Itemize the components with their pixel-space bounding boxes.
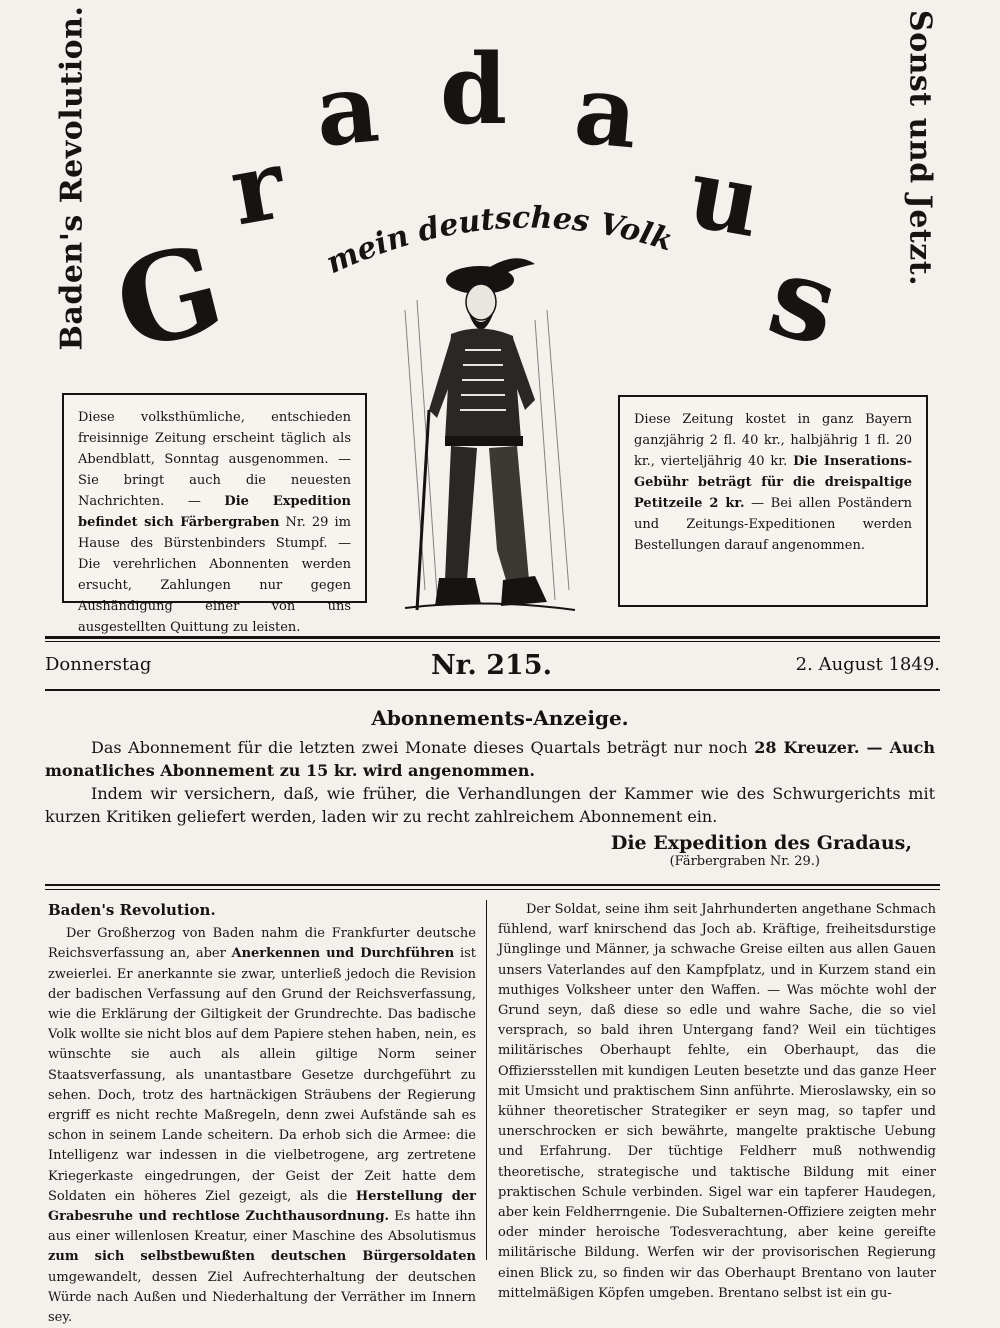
notice-body	[45, 736, 935, 828]
article-column-left	[48, 900, 476, 1328]
notice-address: (Färbergraben Nr. 29.)	[669, 854, 820, 869]
title-letter-7: s	[757, 229, 851, 372]
dateline	[45, 650, 940, 684]
masthead-right-title: Sonst und Jetzt.	[902, 9, 938, 287]
title-letter-6: u	[680, 135, 770, 260]
box-left-paragraph	[78, 407, 351, 638]
article-left-paragraph	[48, 924, 476, 1328]
engraved-figure-illustration	[385, 250, 590, 630]
article-heading: Baden's Revolution.	[48, 901, 216, 919]
pricing-info-box-right	[618, 395, 928, 607]
left-text-c: ist zweierlei. Er anerkannte sie zwar, unterließ jedoch die Revision der badischen Verfassung auf den Grund der Reichsverfassung, wie die Erklärung der Giltigkeit der Grundrechte. Das badische Volk wollte sie nicht blos auf dem Papiere stehen haben, nein, es wünschte sie auch als allein giltige Norm seiner Staatsverfassung, als unantastbare Gesetze durchgeführt zu sehen. Doch, trotz des hartnäckigen Sträubens der Regierung ergriff es nicht rechte Maßregeln, denn zwei Aufstände sah es schon in seinem Lande scheitern. Da erhob sich die Armee: die Intelligenz war indessen in die vielbetrogene, arg zertretene Kriegerkaste eingedrungen, der Geist der Zeit hatte dem Soldaten ein höheres Ziel gezeigt, als die	[48, 946, 476, 1204]
box-left-text-2: Nr. 29 im Hause des Bürstenbinders Stumpf. — Die verehrlichen Abonnenten werden ersucht, Zahlungen nur gegen Aushändigung einer von uns ausgestellten Quittung zu leisten.	[78, 515, 352, 635]
box-left-text: Diese volksthümliche, entschieden freisinnige Zeitung erscheint täglich als Abendblatt, Sonntag ausgenommen. — Sie bringt auch die neuesten Nachrichten. —	[78, 410, 351, 509]
rule-above-columns-thin	[45, 889, 940, 890]
motto-text: mein deutsches Volk!!	[315, 185, 677, 282]
box-left-bold: Die Expedition befindet sich Färbergraben	[78, 494, 352, 530]
left-bold-f: zum sich selbstbewußten deutschen Bürgersoldaten	[48, 1249, 476, 1265]
dateline-day: Donnerstag	[45, 654, 152, 675]
column-divider	[486, 900, 487, 1260]
notice-p1-text: Das Abonnement für die letzten zwei Monate dieses Quartals beträgt nur noch	[91, 738, 755, 757]
masthead-left-title: Baden's Revolution.	[54, 5, 90, 351]
dateline-date: 2. August 1849.	[795, 654, 940, 675]
title-letter-1: G	[102, 216, 236, 379]
title-letter-4: d	[440, 33, 508, 146]
left-text-a: Der Großherzog von Baden nahm die Frankfurter deutsche Reichsverfassung an, aber	[48, 926, 476, 962]
title-letter-5: a	[570, 52, 643, 171]
box-right-text: Diese Zeitung kostet in ganz Bayern ganzjährig 2 fl. 40 kr., halbjährig 1 fl. 20 kr., vierteljährig 40 kr.	[634, 412, 912, 469]
article-right-paragraph: Der Soldat, seine ihm seit Jahrhunderten angethane Schmach fühlend, warf knirschend das Joch ab. Kräftige, freiheitsdurstige Jünglinge und Männer, ja schwache Greise eilten aus allen Gauen unsers Vaterlandes auf den Kampfplatz, und in Kurzem stand ein muthiges Volksheer unter den Waffen. — Was möchte wohl der Grund seyn, daß diese so edle und wahre Sache, die so viel versprach, so bald ihren Untergang fand? Weil ein tüchtiges militärisches Oberhaupt fehlte, ein Oberhaupt, das die Offiziersstellen mit kundigen Leuten besetzte und das ganze Heer mit Umsicht und praktischem Sinn anführte. Mieroslawsky, ein so kühner theoretischer Strategiker er seyn mag, so tapfer und unerschrocken er sich bewährte, mangelte praktische Uebung und Erfahrung. Der tüchtige Feldherr muß nothwendig theoretische, strategische und taktische Bildung mit einer praktischen Schule verbinden. Sigel war ein tapferer Haudegen, aber kein Feldherrngenie. Die Subalternen-Offiziere zeigten mehr oder minder heroische Todesverachtung, aber keine gereifte militärische Bildung. Werfen wir der provisorischen Regierung einen Blick zu, so finden wir das Oberhaupt Brentano von lauter mittelmäßigen Köpfen umgeben. Brentano selbst ist ein gu-	[498, 902, 936, 1301]
rule-top-thin	[45, 641, 940, 642]
title-letter-2: r	[222, 127, 292, 248]
notice-title: Abonnements-Anzeige.	[371, 706, 629, 730]
box-right-text-2: — Bei allen Poständern und Zeitungs-Expeditionen werden Bestellungen darauf angenommen.	[634, 496, 912, 553]
rule-above-columns	[45, 884, 940, 886]
notice-p1-bold: 28 Kreuzer. — Auch monatliches Abonnement zu 15 kr. wird angenommen.	[45, 738, 935, 780]
notice-paragraph-1	[45, 736, 935, 782]
left-text-g: umgewandelt, dessen Ziel Aufrechterhaltung der deutschen Würde nach Außen und Niederhaltung der Verräther im Innern sey.	[48, 1269, 476, 1326]
bleed-through-right	[620, 36, 910, 736]
notice-signature: Die Expedition des Gradaus,	[610, 832, 912, 854]
article-column-right	[498, 900, 936, 1304]
box-right-paragraph	[634, 409, 912, 556]
left-bold-b: Anerkennen und Durchführen	[231, 946, 455, 962]
issue-number: Nr. 215.	[431, 650, 552, 681]
subscription-info-box-left	[62, 393, 367, 635]
title-letter-3: a	[311, 50, 383, 169]
rule-top-double	[45, 636, 940, 639]
notice-paragraph-2: Indem wir versichern, daß, wie früher, die Verhandlungen der Kammer wie des Schwurgerichts mit kurzen Kritiken geliefert werden, laden wir zu recht zahlreichem Abonnement ein.	[45, 784, 935, 826]
rule-below-dateline	[45, 689, 940, 691]
left-bold-d: Herstellung der Grabesruhe und rechtlose Zuchthausordnung.	[48, 1188, 477, 1225]
left-text-e: Es hatte ihn aus einer willenlosen Kreatur, einer Maschine des Absolutismus	[48, 1209, 476, 1245]
box-right-bold: Die Inserations-Gebühr beträgt für die dreispaltige Petitzeile 2 kr.	[634, 454, 912, 511]
